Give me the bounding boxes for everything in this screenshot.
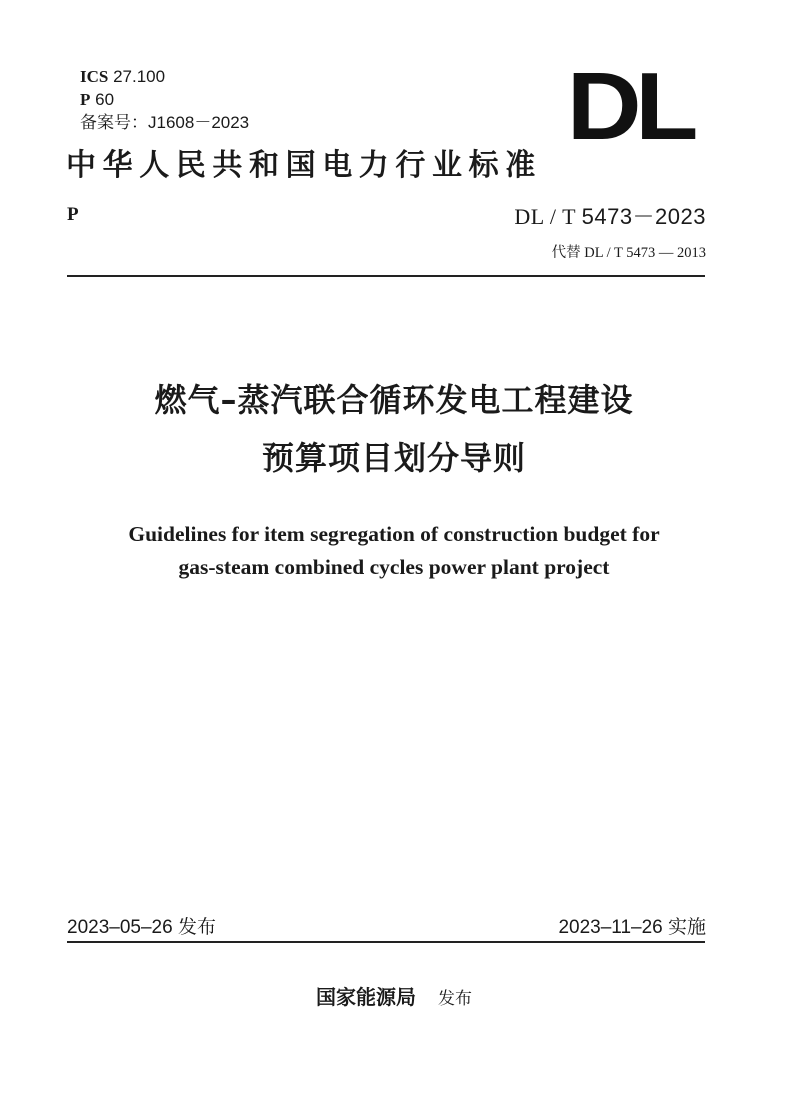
category-code: P [67,204,79,225]
standard-category-title: 中华人民共和国电力行业标准 [66,148,542,183]
dl-logo: DL [566,53,692,160]
ics-code [80,66,165,88]
replaces-note: 代替 DL / T 5473 — 2013 [551,245,706,261]
ccs-code [80,89,114,111]
issuer-organization: 国家能源局 [316,985,416,1009]
ics-value: 27.100 [113,67,166,86]
standard-number [514,200,706,231]
header-divider [67,275,705,277]
ccs-label: P [80,90,91,109]
title-zh-line1: 燃气–蒸汽联合循环发电工程建设 [154,381,634,419]
standard-number-value: 5473－2023 [581,204,706,229]
filing-value: J1608－2023 [148,113,250,132]
filing-number [80,112,249,134]
title-zh-line2: 预算项目划分导则 [261,439,526,477]
issue-date: 2023–05–26 发布 [67,917,216,938]
issuer-action: 发布 [438,989,472,1009]
title-en-line2: gas-steam combined cycles power plant project [178,555,610,579]
standard-number-prefix: DL / T [514,204,576,229]
title-en-line1: Guidelines for item segregation of construction budget for [128,522,660,546]
issuer [0,981,788,1010]
filing-label: 备案号： [80,113,148,132]
implementation-date: 2023–11–26 实施 [558,917,706,938]
footer-divider [67,941,705,943]
ccs-value: 60 [95,90,115,109]
ics-label: ICS [80,67,109,86]
